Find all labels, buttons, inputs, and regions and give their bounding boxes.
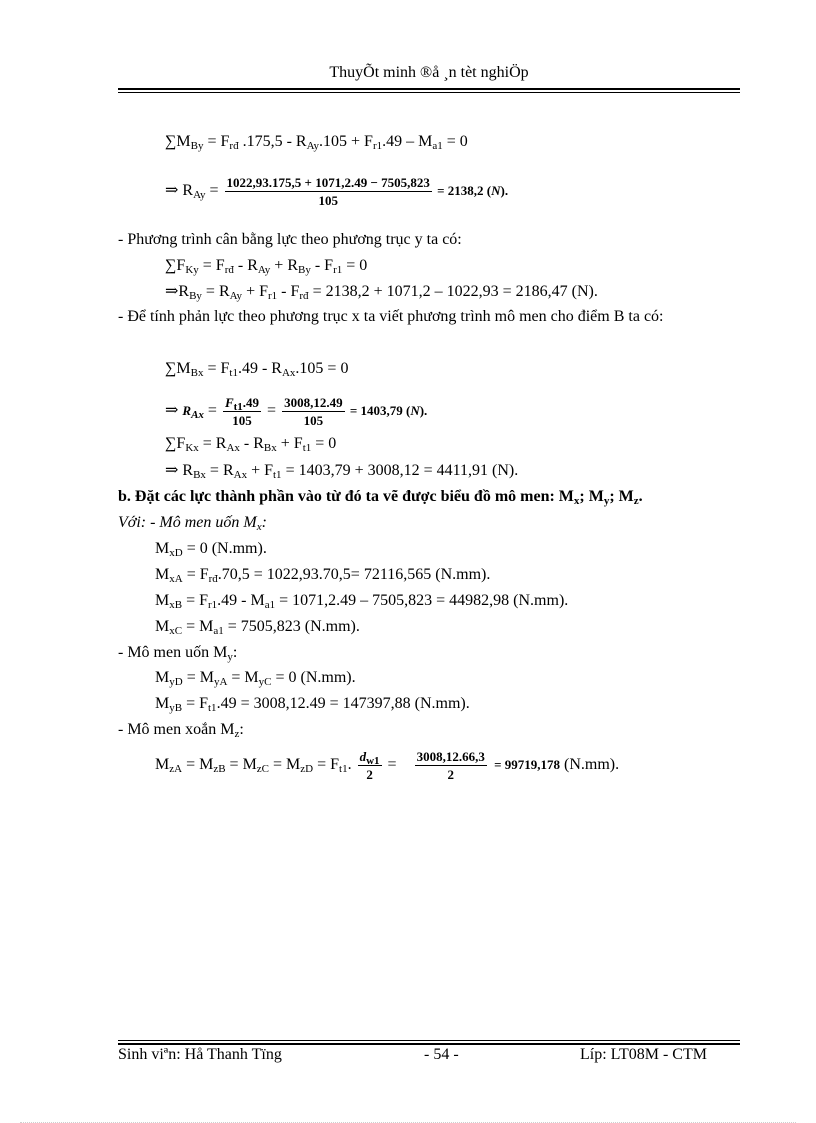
- moment-equation-bx: $\sum M_{Bx} = F_{t1}.49 - R_{Ax}.105 = 0$: [165, 360, 349, 379]
- ray-result: ⇒ $R_{Ay}$ = $\frac{1022,93.175,5 + 1071,2.49 - 7505,823}{105}$ = 2138,2 (N).: [165, 175, 509, 208]
- mxa-value: $M_{xA} = F_{rđ}.70,5 = 1022,93.70,5= 72116,565$ (N.mm).: [155, 566, 491, 585]
- section-heading-b: b. Đặt các lực thành phần vào từ đó ta vẽ được biểu đồ mô men: $M_x$; $M_y$; $M_z$.: [118, 488, 643, 507]
- ray-fraction: $\frac{1022,93.175,5 + 1071,2.49 - 7505,823}{105}$: [226, 175, 430, 208]
- header-rule-thin: [118, 92, 740, 93]
- rby-result: $\Rightarrow R_{By} = R_{Ay} + F_{r1} - F_{rđ} = 2138,2 + 1071,2 - 1022,93 = 2186,47$ (N).: [165, 283, 598, 302]
- mz-value: $M_{zA} = M_{zB} = M_{zC} = M_{zD} = F_{t1}$. $\frac{d_{w1}}{2}$ = $\frac{3008,12.66,3}{2}$ = 99719,178 (N.mm).: [155, 749, 620, 782]
- myd-value: $M_{yD} = M_{yA} = M_{yC} = 0$ (N.mm).: [155, 669, 356, 688]
- moment-equation-by: $\sum M_{By} = F_{rđ}$ $.175,5 - R_{Ay}.105 + F_{r1}.49 - M_{a1} = 0$: [165, 133, 468, 152]
- mxd-value: $M_{xD} = 0$ (N.mm).: [155, 540, 267, 559]
- rbx-result: ⇒ $R_{Bx} = R_{Ax} + F_{t1} = 1403,79 + 3008,12 = 4411,91$ (N).: [165, 462, 519, 481]
- force-equation-ky: $\sum F_{Ky} = F_{rđ} - R_{Ay} + R_{By} - F_{r1} = 0$: [165, 257, 368, 276]
- footer-class: Líp: LT08M - CTM: [580, 1046, 707, 1063]
- footer-student: Sinh viªn: Hå Thanh Tïng: [118, 1046, 282, 1063]
- section-text-x-reaction: - Để tính phản lực theo phương trục x ta viết phương trình mô men cho điểm B ta có:: [118, 308, 664, 325]
- section-text-y-balance: - Phương trình cân bằng lực theo phương trục y ta có:: [118, 231, 462, 248]
- mz-fraction-symbolic: $\frac{d_{w1}}{2}$: [359, 749, 380, 782]
- mxc-value: $M_{xC} = M_{a1} = 7505,823$ (N.mm).: [155, 618, 360, 637]
- footer-page-number: - 54 -: [424, 1046, 459, 1063]
- myb-value: $M_{yB} = F_{t1}.49 = 3008,12.49 = 147397,88$ (N.mm).: [155, 695, 470, 714]
- force-equation-kx: $\sum F_{Kx} = R_{Ax} - R_{Bx} + F_{t1} = 0$: [165, 435, 337, 454]
- footer-rule-thick: [118, 1043, 740, 1045]
- mxb-value: $M_{xB} = F_{r1}.49 - M_{a1} = 1071,2.49 - 7505,823 = 44982,98$ (N.mm).: [155, 592, 569, 611]
- mz-fraction-numeric: $\frac{3008,12.66,3}{2}$: [416, 749, 485, 782]
- mz-subheading: - Mô men xoắn $M_z$:: [118, 721, 244, 740]
- rax-fraction-numeric: $\frac{3008,12.49}{105}$: [284, 395, 343, 428]
- rax-fraction-symbolic: $\frac{F_{t1}.49}{105}$: [224, 395, 260, 428]
- mx-subheading: Với: - Mô men uốn $M_x$:: [118, 514, 267, 533]
- my-subheading: - Mô men uốn $M_y$:: [118, 644, 238, 663]
- footer-rule-thin: [118, 1040, 740, 1041]
- rax-result: ⇒ $R_{Ax}$ = $\frac{F_{t1}.49}{105}$ = $\frac{3008,12.49}{105}$ = 1403,79 (N).: [165, 395, 428, 428]
- page-header-title: ThuyÕt minh ®å ¸n tèt nghiÖp: [329, 64, 529, 81]
- header-rule-thick: [118, 88, 740, 90]
